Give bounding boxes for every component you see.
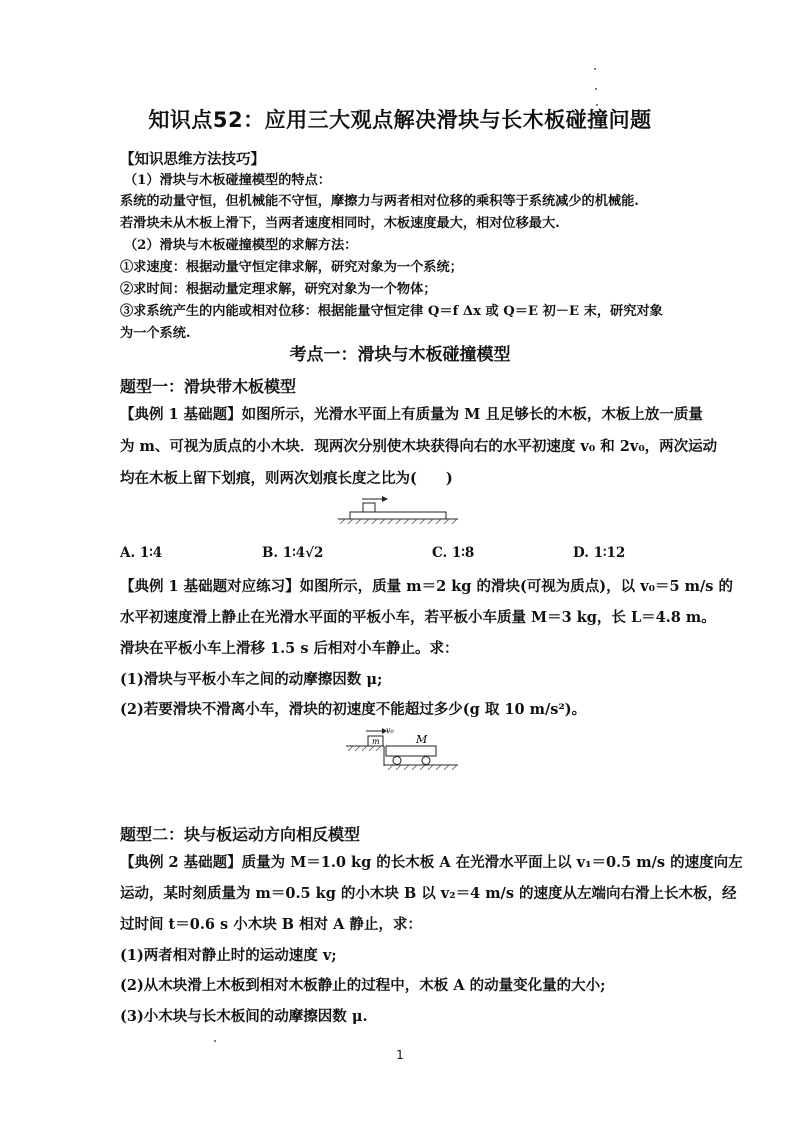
ex2-line: 【典例 2 基础题】质量为 M＝1.0 kg 的长木板 A 在光滑水平面上以 v₁＝0.5 m/s 的速度向左 xyxy=(120,854,743,871)
section-tag: 【知识思维方法技巧】 xyxy=(120,152,265,168)
tip-line: （2）滑块与木板碰撞模型的求解方法： xyxy=(124,238,358,253)
ex1-line: 为 m、可视为质点的小木块．现两次分别使木块获得向右的水平初速度 v₀ 和 2v₀，两次运动 xyxy=(120,438,718,455)
ex2-line: 运动，某时刻质量为 m＝0.5 kg 的小木块 B 以 v₂＝4 m/s 的速度从左端向右滑上长木板，经 xyxy=(120,885,737,902)
long-board xyxy=(350,512,446,519)
cart-body xyxy=(386,746,436,756)
platform-hatch xyxy=(348,746,381,751)
tip-line: ①求速度：根据动量守恒定律求解，研究对象为一个系统； xyxy=(120,260,463,275)
ground-hatch xyxy=(388,765,457,770)
ex1p-line: 滑块在平板小车上滑移 1.5 s 后相对小车静止。求： xyxy=(120,640,459,657)
ex1-line: 均在木板上留下划痕，则两次划痕长度之比为( ) xyxy=(120,470,453,487)
ground-hatch xyxy=(340,519,457,524)
option-d: D. 1∶12 xyxy=(573,545,626,561)
page-title: 知识点52：应用三大观点解决滑块与长木板碰撞问题 xyxy=(148,108,652,132)
ex2-line: 过时间 t＝0.6 s 小木块 B 相对 A 静止，求： xyxy=(120,916,422,933)
tip-line: 为一个系统. xyxy=(120,326,191,341)
ex2-line: (3)小木块与长木板间的动摩擦因数 μ. xyxy=(120,1008,368,1025)
ex2-line: (2)从木块滑上木板到相对木板静止的过程中，木板 A 的动量变化量的大小; xyxy=(120,977,606,994)
v0-label: v₀ xyxy=(386,726,394,735)
figure-block-board xyxy=(336,491,461,527)
ex1p-line: (2)若要滑块不滑离小车，滑块的初速度不能超过多少(g 取 10 m/s²)。 xyxy=(120,701,587,718)
ex1p-line: 水平初速度滑上静止在光滑水平面的平板小车，若平板小车质量 M＝3 kg，长 L＝4.8 m。 xyxy=(120,609,716,626)
ex1p-line: (1)滑块与平板小车之间的动摩擦因数 μ; xyxy=(120,671,383,688)
M-label: M xyxy=(416,733,428,746)
figure-block-cart xyxy=(342,722,462,772)
tip-line: （1）滑块与木板碰撞模型的特点： xyxy=(124,173,331,188)
tip-line: 系统的动量守恒，但机械能不守恒，摩擦力与两者相对位移的乘积等于系统减少的机械能. xyxy=(120,194,639,209)
scan-dot xyxy=(594,68,596,70)
type1-heading: 题型一：滑块带木板模型 xyxy=(120,377,297,396)
kaodian-heading: 考点一：滑块与木板碰撞模型 xyxy=(289,345,511,365)
velocity-arrowhead xyxy=(382,496,388,502)
ex1-line: 【典例 1 基础题】如图所示，光滑水平面上有质量为 M 且足够长的木板，木板上放一质量 xyxy=(120,406,703,423)
option-c: C. 1∶8 xyxy=(432,545,475,561)
m-label: m xyxy=(372,737,380,746)
option-a: A. 1∶4 xyxy=(120,545,163,561)
ex1p-line: 【典例 1 基础题对应练习】如图所示，质量 m＝2 kg 的滑块(可视为质点)，以 v₀＝5 m/s 的 xyxy=(120,578,733,595)
cart-wheel xyxy=(422,757,430,765)
tip-line: ③求系统产生的内能或相对位移：根据能量守恒定律 Q＝f Δx 或 Q＝E 初－E 末，研究对象 xyxy=(120,304,663,319)
scan-dot xyxy=(595,88,597,90)
cart-wheel xyxy=(393,757,401,765)
option-b: B. 1∶4√2 xyxy=(262,545,324,561)
small-block xyxy=(363,503,375,512)
tip-line: 若滑块未从木板上滑下，当两者速度相同时，木板速度最大，相对位移最大. xyxy=(120,216,560,231)
tip-line: ②求时间：根据动量定理求解，研究对象为一个物体； xyxy=(120,282,437,297)
type2-heading: 题型二：块与板运动方向相反模型 xyxy=(120,825,361,844)
page-number: 1 xyxy=(396,1048,404,1062)
ex2-line: (1)两者相对静止时的运动速度 v; xyxy=(120,947,337,964)
scan-dot xyxy=(214,1040,216,1042)
